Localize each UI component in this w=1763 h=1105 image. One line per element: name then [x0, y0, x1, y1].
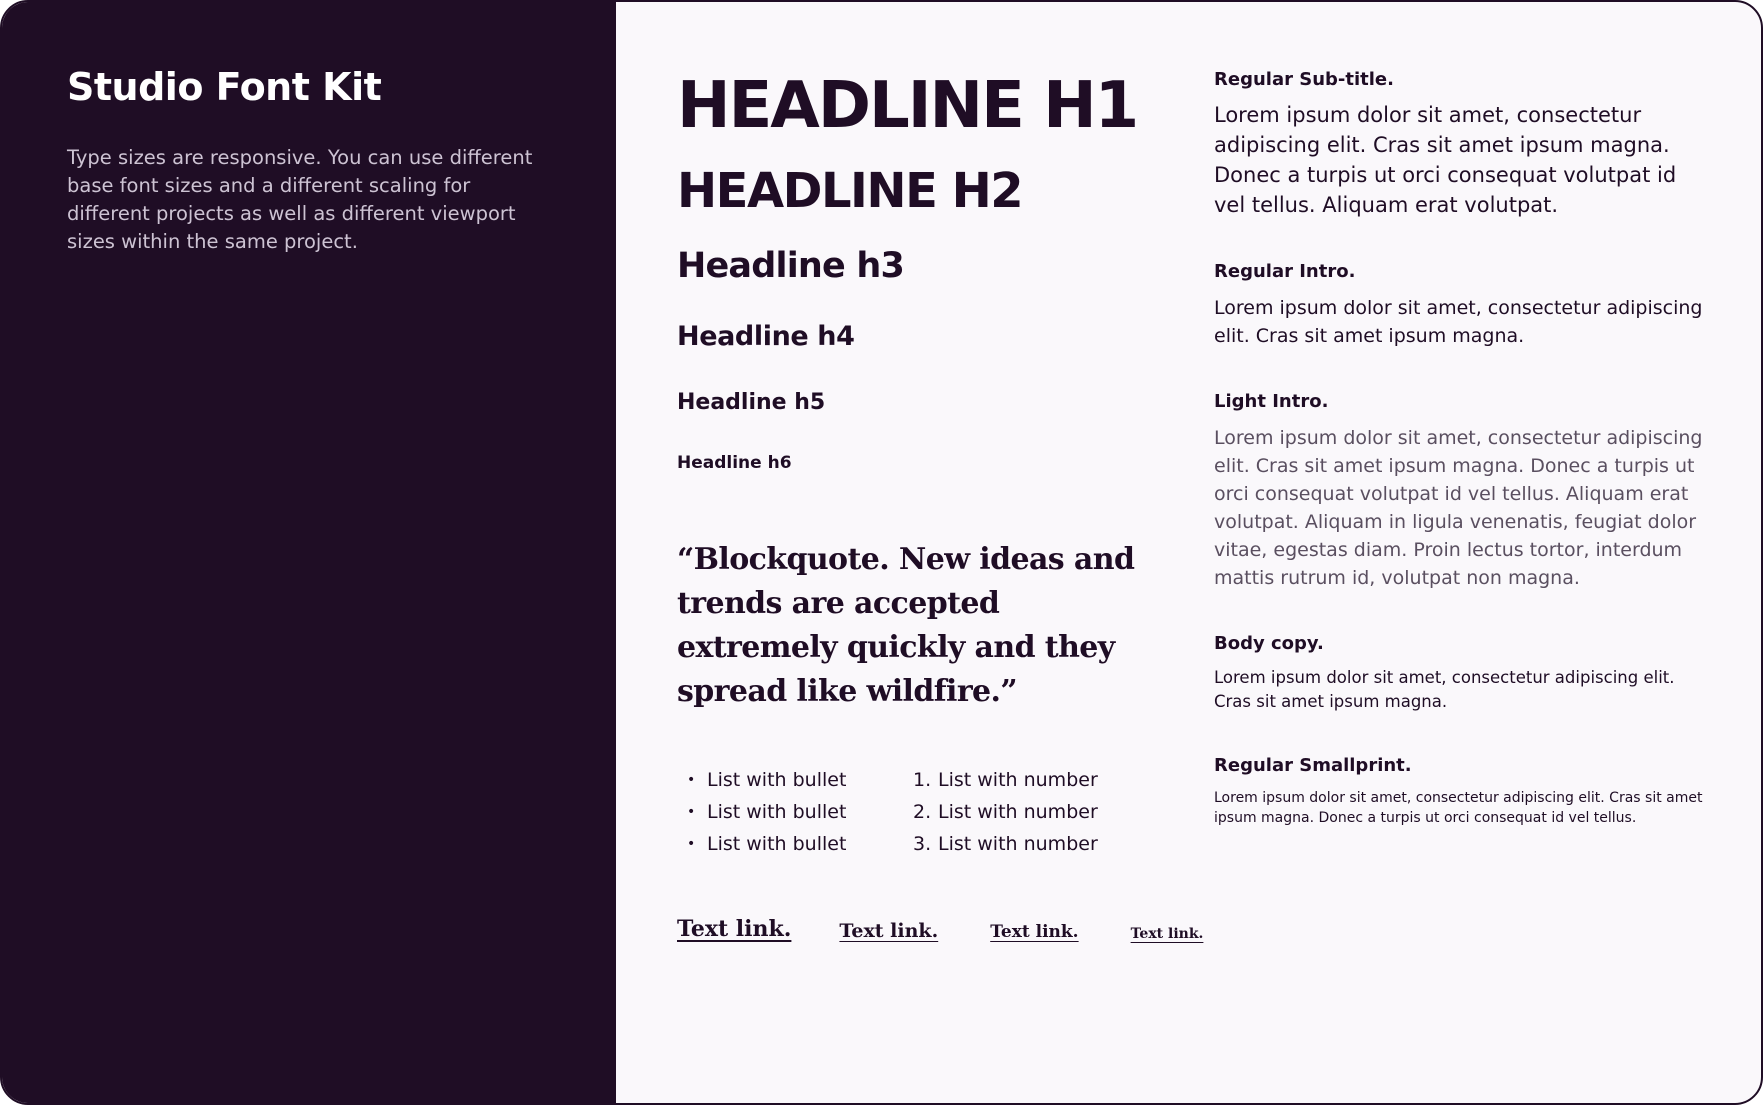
- list-number: 3.: [913, 833, 932, 855]
- text-link-xsmall[interactable]: Text link.: [1130, 926, 1204, 942]
- list-number: 1.: [913, 769, 932, 791]
- light-intro-text: Lorem ipsum dolor sit amet, consectetur adipiscing elit. Cras sit amet ipsum magna. Donec a turpis ut orci consequat volutpat id vel tellus. Aliquam erat volutpat. Aliquam in ligula venenatis, feugiat dolor vitae, egestas diam. Proin lectus tortor, interdum mattis rutrum id, volutpat non magna.: [1214, 427, 1703, 589]
- smallprint-group: [1214, 754, 1714, 828]
- smallprint-label: Regular Smallprint.: [1214, 755, 1412, 776]
- light-intro-group: [1214, 390, 1714, 592]
- sub-title-text: Lorem ipsum dolor sit amet, consectetur adipiscing elit. Cras sit amet ipsum magna. Donec a turpis ut orci consequat volutpat id vel tellus. Aliquam erat volutpat.: [1214, 103, 1677, 217]
- sidebar: [2, 2, 616, 1103]
- headline-h6: Headline h6: [677, 453, 792, 473]
- headline-h2: HEADLINE H2: [677, 163, 1023, 219]
- bullet-list-item: • List with bullet: [677, 828, 913, 860]
- headline-h3: Headline h3: [677, 246, 905, 286]
- intro-group: [1214, 260, 1714, 350]
- numbered-list-item: [913, 764, 1098, 796]
- numbered-list: [913, 764, 1098, 860]
- smallprint-text: Lorem ipsum dolor sit amet, consectetur adipiscing elit. Cras sit amet ipsum magna. Donec a turpis ut orci consequat id vel tellus.: [1214, 790, 1703, 826]
- sub-title-group: [1214, 68, 1714, 220]
- numbered-list-item: [913, 828, 1098, 860]
- light-intro-label: Light Intro.: [1214, 391, 1329, 412]
- text-link-medium[interactable]: Text link.: [839, 920, 939, 942]
- bullet-list: [677, 764, 913, 860]
- text-links-row: [677, 916, 1237, 942]
- bullet-list-item: • List with bullet: [677, 796, 913, 828]
- intro-label: Regular Intro.: [1214, 261, 1356, 282]
- list-item-text: List with number: [938, 801, 1098, 823]
- numbered-list-item: [913, 796, 1098, 828]
- type-specimen: [616, 2, 1761, 1103]
- text-link-small[interactable]: Text link.: [990, 922, 1079, 942]
- headline-h5: Headline h5: [677, 390, 826, 415]
- intro-text: Lorem ipsum dolor sit amet, consectetur adipiscing elit. Cras sit amet ipsum magna.: [1214, 297, 1703, 347]
- body-copy-text: Lorem ipsum dolor sit amet, consectetur adipiscing elit. Cras sit amet ipsum magna.: [1214, 668, 1675, 711]
- headlines-column: [677, 64, 1204, 942]
- headline-h1: HEADLINE H1: [677, 69, 1138, 143]
- text-link-large[interactable]: Text link.: [677, 916, 792, 942]
- sub-title-label: Regular Sub-title.: [1214, 69, 1394, 90]
- list-item-text: List with number: [938, 769, 1098, 791]
- body-copy-group: [1214, 632, 1714, 714]
- body-copy-label: Body copy.: [1214, 633, 1324, 654]
- kit-title: Studio Font Kit: [67, 65, 382, 109]
- text-styles-column: [1214, 68, 1714, 828]
- blockquote: “Blockquote. New ideas and trends are accepted extremely quickly and they spread like wildfire.”: [677, 542, 1135, 709]
- kit-description: Type sizes are responsive. You can use different base font sizes and a different scaling for different projects as well as different viewport sizes within the same project.: [67, 146, 533, 253]
- list-item-text: List with number: [938, 833, 1098, 855]
- headline-h4: Headline h4: [677, 321, 855, 352]
- lists-row: [677, 764, 1197, 860]
- bullet-list-item: • List with bullet: [677, 764, 913, 796]
- list-number: 2.: [913, 801, 932, 823]
